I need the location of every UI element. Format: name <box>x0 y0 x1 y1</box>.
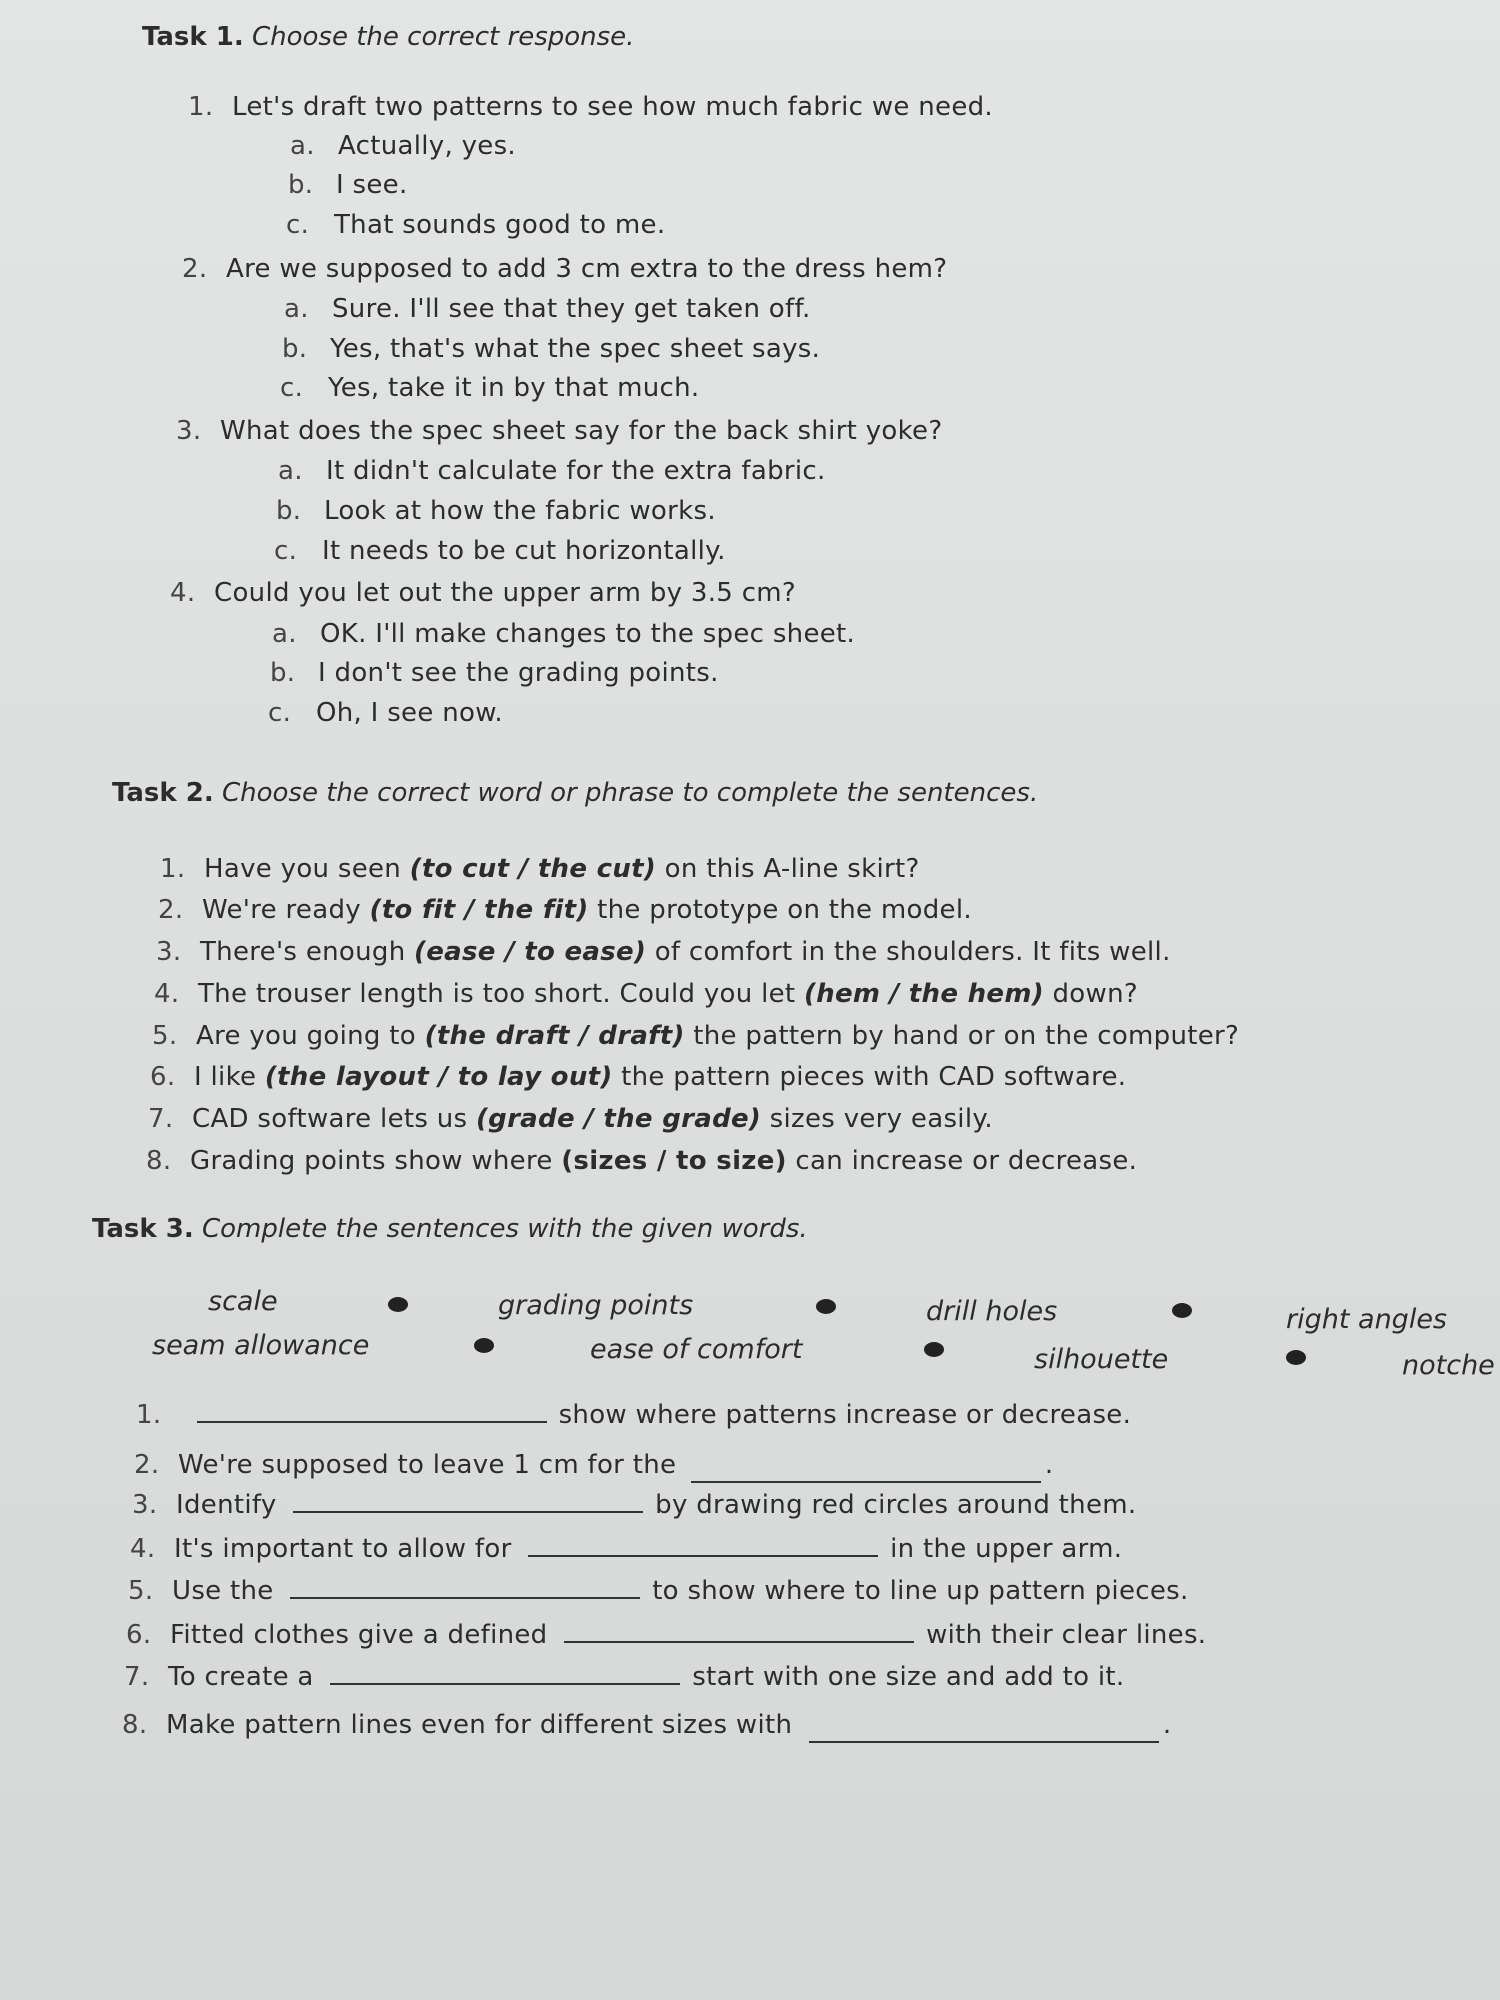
option-letter: b. <box>270 658 296 688</box>
sentence-text: show where patterns increase or decrease. <box>558 1400 1132 1430</box>
sentence-number: 8. <box>122 1710 148 1740</box>
task2-sentence <box>148 1104 993 1134</box>
option-text: I see. <box>336 170 408 200</box>
option-text: Yes, take it in by that much. <box>328 373 700 403</box>
word-bank-item: grading points <box>498 1290 694 1321</box>
task2-instruction: Choose the correct word or phrase to complete the sentences. <box>221 778 1039 808</box>
word-bank-item: scale <box>208 1286 278 1317</box>
answer-blank[interactable] <box>197 1401 547 1423</box>
sentence-text: CAD software lets us <box>192 1104 476 1134</box>
option-letter: b. <box>276 496 302 526</box>
sentence-number: 8. <box>146 1146 172 1176</box>
sentence-text: the pattern by hand or on the computer? <box>684 1021 1240 1051</box>
task1-question <box>182 254 947 284</box>
sentence-text: I like <box>194 1062 265 1092</box>
task2-label: Task 2. <box>112 778 214 808</box>
sentence-text: Fitted clothes give a defined <box>170 1620 548 1650</box>
task2-sentence <box>158 895 972 925</box>
answer-option[interactable] <box>268 698 503 728</box>
sentence-number: 7. <box>148 1104 174 1134</box>
bullet-dot <box>474 1338 494 1353</box>
question-number: 2. <box>182 254 208 284</box>
sentence-number: 2. <box>158 895 184 925</box>
option-letter: c. <box>274 536 298 566</box>
task3-sentence <box>128 1576 1189 1606</box>
answer-blank[interactable] <box>330 1663 680 1685</box>
option-letter: a. <box>278 456 303 486</box>
sentence-number: 4. <box>130 1534 156 1564</box>
answer-option[interactable] <box>272 619 855 649</box>
question-text: Could you let out the upper arm by 3.5 cm? <box>214 578 797 608</box>
sentence-text: We're ready <box>202 895 370 925</box>
sentence-text: Have you seen <box>204 854 410 884</box>
task2-sentence <box>146 1146 1137 1176</box>
sentence-number: 3. <box>156 937 182 967</box>
task1-question <box>170 578 796 608</box>
sentence-text: There's enough <box>200 937 415 967</box>
sentence-number: 1. <box>160 854 186 884</box>
task2-sentence <box>160 854 920 884</box>
answer-blank[interactable] <box>528 1535 878 1557</box>
option-text: It didn't calculate for the extra fabric. <box>326 456 826 486</box>
answer-blank[interactable] <box>290 1577 640 1599</box>
sentence-text: . <box>1044 1450 1054 1480</box>
answer-option[interactable] <box>290 131 516 161</box>
option-text: Yes, that's what the spec sheet says. <box>330 334 821 364</box>
sentence-text: the pattern pieces with CAD software. <box>612 1062 1127 1092</box>
answer-option[interactable] <box>282 334 820 364</box>
sentence-number: 5. <box>152 1021 178 1051</box>
option-text: It needs to be cut horizontally. <box>322 536 726 566</box>
word-bank-item: silhouette <box>1034 1344 1169 1375</box>
answer-blank[interactable] <box>293 1491 643 1513</box>
sentence-text: with their clear lines. <box>926 1620 1207 1650</box>
choice-phrase[interactable]: (hem / the hem) <box>803 979 1044 1009</box>
answer-option[interactable] <box>278 456 826 486</box>
answer-option[interactable] <box>280 373 699 403</box>
sentence-text: by drawing red circles around them. <box>655 1490 1137 1520</box>
answer-option[interactable] <box>276 496 716 526</box>
choice-phrase[interactable]: (grade / the grade) <box>475 1104 762 1134</box>
task1-instruction: Choose the correct response. <box>251 22 635 52</box>
choice-phrase[interactable]: (to cut / the cut) <box>409 854 657 884</box>
sentence-text: Identify <box>176 1490 277 1520</box>
word-bank-item: seam allowance <box>152 1330 370 1361</box>
option-text: I don't see the grading points. <box>318 658 719 688</box>
bullet-dot <box>924 1342 944 1357</box>
answer-blank[interactable] <box>691 1461 1041 1483</box>
question-number: 4. <box>170 578 196 608</box>
choice-phrase[interactable]: (the draft / draft) <box>424 1021 685 1051</box>
choice-phrase[interactable]: (the layout / to lay out) <box>264 1062 613 1092</box>
sentence-text: Make pattern lines even for different sizes with <box>166 1710 793 1740</box>
task3-sentence <box>132 1490 1136 1520</box>
option-letter: c. <box>280 373 304 403</box>
sentence-text: To create a <box>168 1662 314 1692</box>
question-text: Let's draft two patterns to see how much fabric we need. <box>232 92 993 122</box>
sentence-number: 7. <box>124 1662 150 1692</box>
answer-option[interactable] <box>270 658 719 688</box>
sentence-number: 5. <box>128 1576 154 1606</box>
sentence-number: 6. <box>126 1620 152 1650</box>
choice-phrase[interactable]: (sizes / to size) <box>561 1146 787 1176</box>
sentence-text: the prototype on the model. <box>588 895 972 925</box>
option-text: Oh, I see now. <box>316 698 503 728</box>
option-text: That sounds good to me. <box>334 210 666 240</box>
sentence-number: 4. <box>154 979 180 1009</box>
bullet-dot <box>816 1299 836 1314</box>
task1-label: Task 1. <box>142 22 244 52</box>
task2-sentence <box>156 937 1171 967</box>
option-letter: a. <box>290 131 315 161</box>
sentence-number: 3. <box>132 1490 158 1520</box>
option-letter: b. <box>288 170 314 200</box>
word-bank-item: drill holes <box>926 1296 1058 1327</box>
choice-phrase[interactable]: (ease / to ease) <box>414 937 647 967</box>
task3-sentence <box>124 1662 1124 1692</box>
option-letter: a. <box>284 294 309 324</box>
option-text: Sure. I'll see that they get taken off. <box>332 294 811 324</box>
question-number: 3. <box>176 416 202 446</box>
sentence-text: . <box>1162 1710 1172 1740</box>
question-text: Are we supposed to add 3 cm extra to the dress hem? <box>226 254 948 284</box>
bullet-dot <box>388 1297 408 1312</box>
task2-heading <box>112 778 1038 808</box>
sentence-text: of comfort in the shoulders. It fits well. <box>646 937 1171 967</box>
task3-sentence <box>122 1710 1171 1740</box>
answer-blank[interactable] <box>809 1721 1159 1743</box>
task3-sentence <box>134 1450 1053 1480</box>
word-bank-item: ease of comfort <box>590 1334 803 1365</box>
sentence-number: 2. <box>134 1450 160 1480</box>
bullet-dot <box>1286 1350 1306 1365</box>
word-bank-item: notche <box>1402 1350 1495 1381</box>
sentence-text: sizes very easily. <box>761 1104 993 1134</box>
option-letter: c. <box>286 210 310 240</box>
sentence-text: Are you going to <box>196 1021 425 1051</box>
sentence-text: It's important to allow for <box>174 1534 512 1564</box>
sentence-text: can increase or decrease. <box>786 1146 1138 1176</box>
sentence-text: We're supposed to leave 1 cm for the <box>178 1450 677 1480</box>
sentence-text: in the upper arm. <box>890 1534 1123 1564</box>
answer-option[interactable] <box>284 294 811 324</box>
option-letter: a. <box>272 619 297 649</box>
task3-sentence <box>136 1400 1131 1430</box>
sentence-text: down? <box>1043 979 1138 1009</box>
option-letter: c. <box>268 698 292 728</box>
word-bank-item: right angles <box>1286 1304 1447 1335</box>
task2-sentence <box>154 979 1138 1009</box>
sentence-text: Grading points show where <box>190 1146 562 1176</box>
task3-instruction: Complete the sentences with the given words. <box>201 1214 808 1244</box>
sentence-text: The trouser length is too short. Could you let <box>198 979 804 1009</box>
sentence-text: start with one size and add to it. <box>692 1662 1125 1692</box>
answer-option[interactable] <box>288 170 408 200</box>
option-letter: b. <box>282 334 308 364</box>
answer-blank[interactable] <box>564 1621 914 1643</box>
answer-option[interactable] <box>274 536 726 566</box>
sentence-text: Use the <box>172 1576 274 1606</box>
sentence-text: to show where to line up pattern pieces. <box>652 1576 1189 1606</box>
task3-label: Task 3. <box>92 1214 194 1244</box>
task2-sentence <box>150 1062 1126 1092</box>
choice-phrase[interactable]: (to fit / the fit) <box>369 895 589 925</box>
question-text: What does the spec sheet say for the back shirt yoke? <box>220 416 943 446</box>
task1-question <box>188 92 993 122</box>
task3-heading <box>92 1214 808 1244</box>
task1-question <box>176 416 942 446</box>
option-text: Actually, yes. <box>338 131 516 161</box>
task1-heading <box>142 22 634 52</box>
sentence-number: 1. <box>136 1400 162 1430</box>
question-number: 1. <box>188 92 214 122</box>
answer-option[interactable] <box>286 210 665 240</box>
task3-sentence <box>126 1620 1206 1650</box>
sentence-number: 6. <box>150 1062 176 1092</box>
sentence-text: on this A-line skirt? <box>656 854 920 884</box>
bullet-dot <box>1172 1303 1192 1318</box>
task3-sentence <box>130 1534 1122 1564</box>
task2-sentence <box>152 1021 1239 1051</box>
option-text: Look at how the fabric works. <box>324 496 716 526</box>
option-text: OK. I'll make changes to the spec sheet. <box>320 619 856 649</box>
